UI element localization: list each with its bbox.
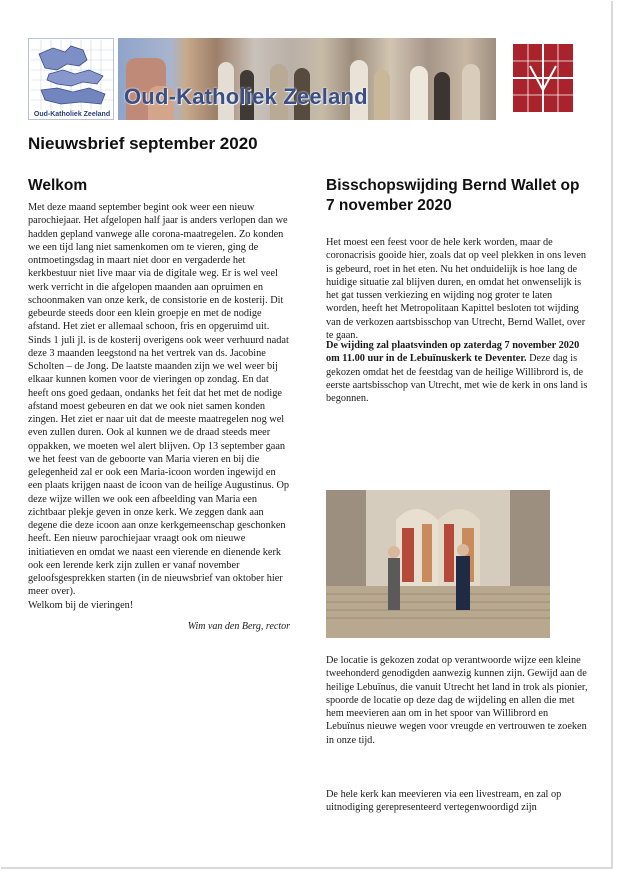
diocese-map-logo [28,38,114,120]
consecration-heading: Bisschopswijding Bernd Wallet op 7 november 2020 [326,177,580,214]
consecration-paragraph-2 [326,339,588,405]
ceremony-date-rest: Deze dag is gekozen omdat het de feestdag van de heilige Willibrord is, de eerste aartsbisschop van Utrecht, met wie de kerk in ons land is begonnen. [326,353,588,404]
welcome-heading: Welkom [28,177,88,194]
zeeland-map-icon [31,40,113,110]
consecration-paragraph-4: De hele kerk kan meevieren via een livestream, en zal op uitnodiging gerepresenteerd vertegenwoordigd zijn [326,789,562,814]
welcome-article [28,176,290,632]
church-interior-photo [326,490,550,638]
cross-emblem-icon [500,38,586,120]
welcome-closing: Welkom bij de vieringen! [28,599,134,611]
header-banner [28,38,586,120]
logo-caption: Oud-Katholiek Zeeland [33,111,111,118]
newsletter-title: Nieuwsbrief september 2020 [28,134,258,153]
consecration-paragraph-3: De locatie is gekozen zodat op verantwoorde wijze een kleine tweehonderd genodigden aanwezig kunnen zijn. Gewijd aan de heilige Lebuïnus, die vanuit Utrecht het land in trok als pionier, spoorde de locatie op deze dag de wijdeling en allen die met hem meevieren aan om in het spoor van Willibrord en Lebuïnus nieuwe wegen voor vreugde en vertrouwen te zoeken in onze tijd. [326,655,588,746]
author-signature: Wim van den Berg, rector [187,620,290,632]
church-emblem-logo [500,38,586,120]
consecration-paragraph-1: Het moest een feest voor de hele kerk worden, maar de coronacrisis gooide hier, zoals dat op veel plekken in ons leven is gebeurd, roet in het eten. Nu het onduidelijk is hoe lang de huidige situatie zal blijven duren, en omdat het onwenselijk is het gat tussen verkiezing en wijding nog groter te laten worden, heeft het Metropolitaan Kapittel besloten tot wijding van de verkozen aartsbisschop van Utrecht, Bernd Wallet, over te gaan. [326,237,587,341]
banner-title: Oud-Katholiek Zeeland [124,84,368,109]
consecration-article [326,176,588,814]
ceremony-date-bold: De wijding zal plaatsvinden op zaterdag 7 november 2020 om 11.00 uur in de Lebuïnuskerk te Deventer. [326,340,580,365]
welcome-body: Met deze maand september begint ook weer een nieuw parochiejaar. Het afgelopen half jaar is anders verlopen dan we hadden gepland vanwege alle corona-maatregelen. Zo konden we een tijd lang niet samenkomen om te vieren, ging de ontmoetingsdag in maart niet door en vergaderde het kerkbestuur niet live maar via de digitale weg. Er is wel veel werk verricht in die afgelopen maanden aan opruimen en schoonmaken van onze kerk, de consistorie en de kosterij. Dit gebeurde steeds door een klein groepje en met de nodige afstand. Het ziet er allemaal schoon, fris en opgeruimd uit. Sinds 1 juli jl. is de kosterij overigens ook weer verhuurd nadat deze 3 maanden leegstond na het vertrek van ds. Jacobine Scholten – de Jong. De laatste maanden zijn we wel weer bij elkaar kunnen komen voor de vieringen op zondag. En dat heeft ons goed gedaan, ondanks het feit dat het met de nodige afstand moest gebeuren en dat we ook niet samen konden zingen. Het ziet er naar uit dat de meeste maatregelen nog wel even zullen duren. Ook al kunnen we de draad steeds meer oppakken, we moeten wel alert blijven. Op 13 september gaan we het feest van de geboorte van Maria vieren en bij die gelegenheid zal er ook een Maria-icoon worden ingewijd en een plaats krijgen naast de icoon van de heilige Augustinus. Op deze wijze willen we ook een afbeelding van Maria een zichtbaar plekje geven in onze kerk. We zeggen dank aan degene die deze icoon aan onze kerkgemeenschap geschonken heeft. Een nieuw parochiejaar vraagt ook om nieuwe initiatieven en omdat we naast een vierende en dienende kerk ook een lerende kerk zijn zullen er vanaf november geloofsgesprekken starten (in de nieuwsbrief van oktober hier meer over). [28,202,290,598]
